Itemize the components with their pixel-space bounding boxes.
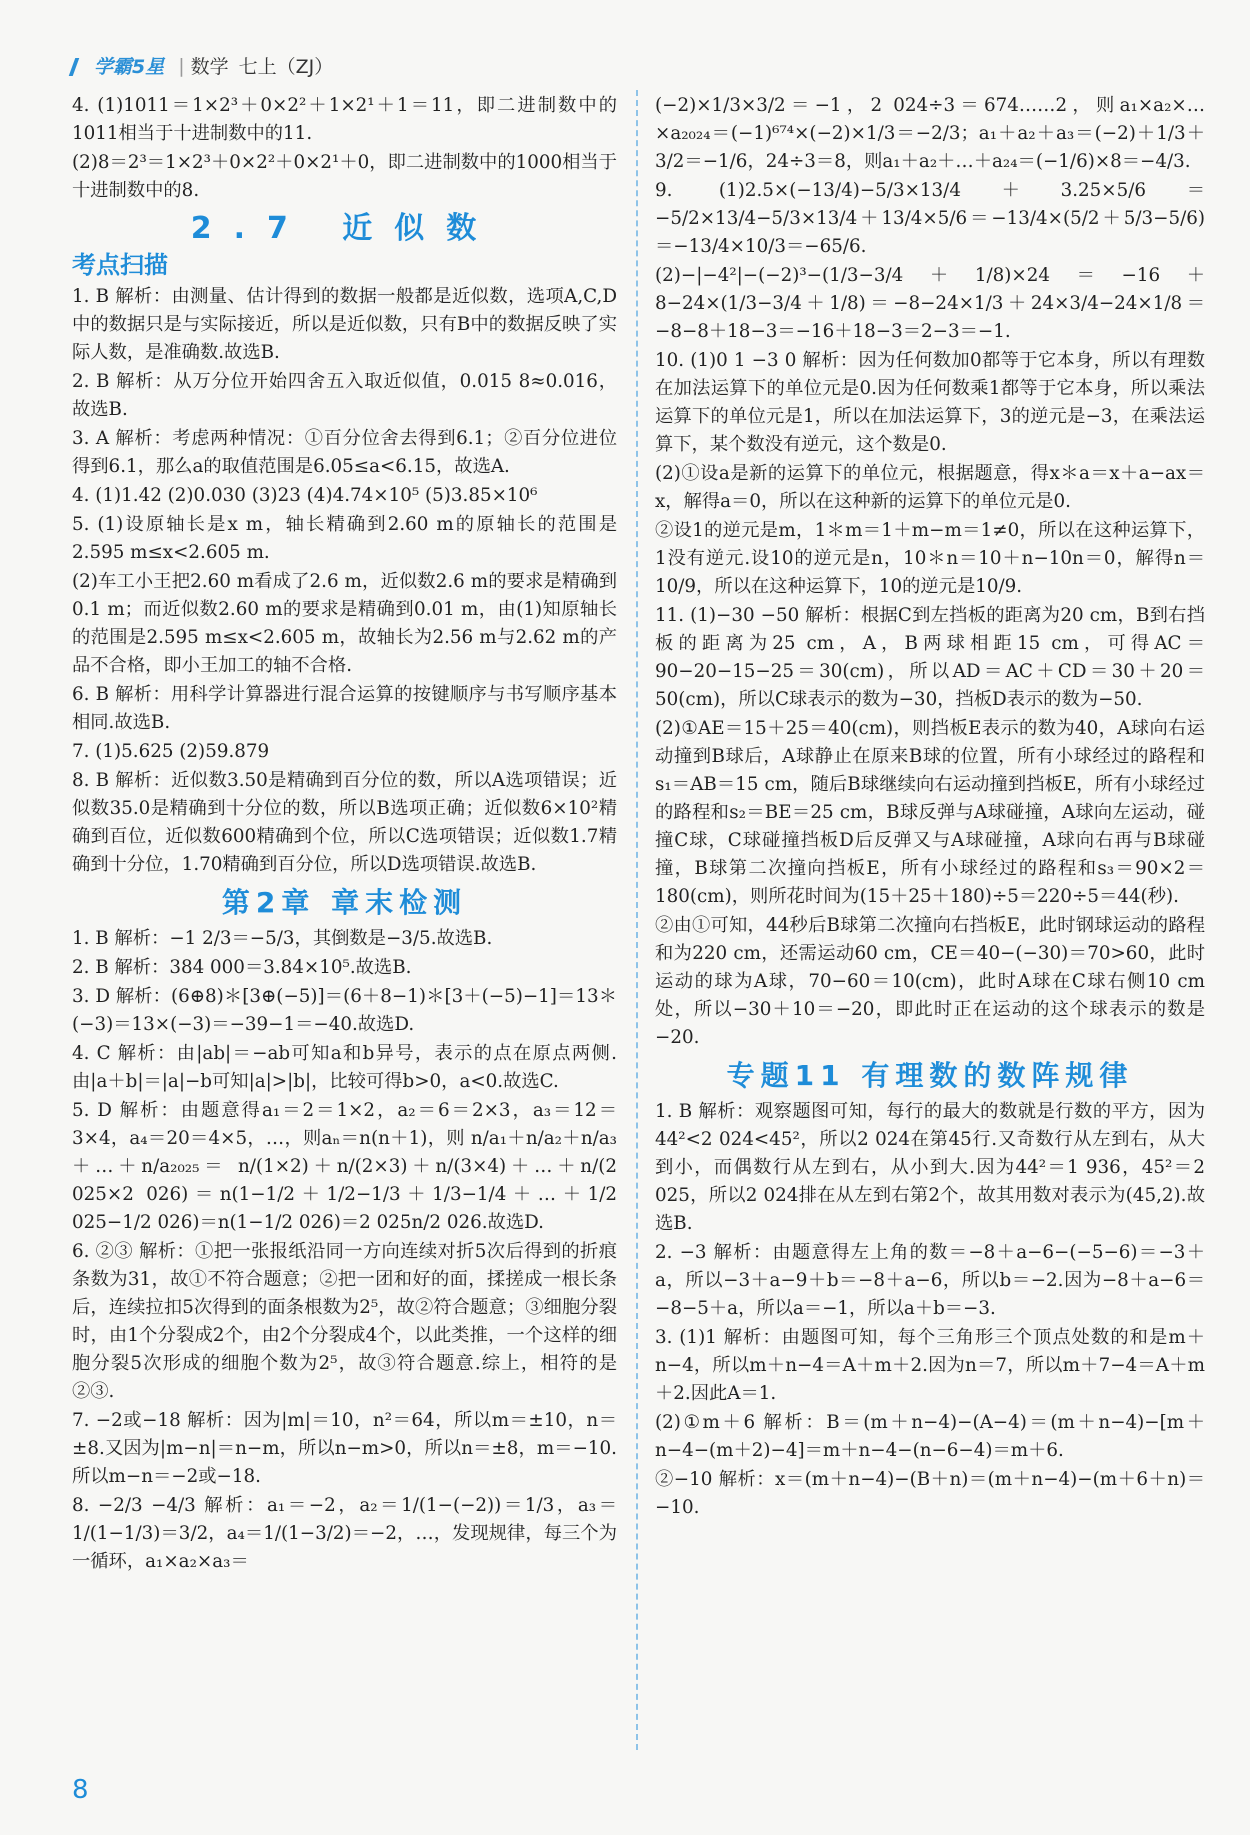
answer-paragraph: 3. D 解析：(6⊕8)＊[3⊕(−5)]＝(6＋8−1)＊[3＋(−5)−1]＝13＊(−3)＝13×(−3)＝−39−1＝−40.故选D. [72, 986, 617, 1035]
answer-paragraph: 1. B 解析：观察题图可知，每行的最大的数就是行数的平方，因为44²<2 024<45²，所以2 024在第45行.又奇数行从左到右，从大到小，而偶数行从左到右，从小到大.因为44²＝1 936，45²＝2 025，所以2 024排在从左到右第2个，故其用数对表示为(45,2).故选B. [655, 1101, 1205, 1234]
left-column [72, 92, 617, 1577]
answer-paragraph: 7. (1)5.625 (2)59.879 [72, 741, 270, 762]
brand-name: 学霸5星 [94, 56, 165, 78]
answer-paragraph: 10. (1)0 1 −3 0 解析：因为任何数加0都等于它本身，所以有理数在加法运算下的单位元是0.因为任何数乘1都等于它本身，所以乘法运算下的单位元是1，所以在加法运算下，3的逆元是−3，在乘法运算下，某个数没有逆元，这个数是0. [655, 350, 1205, 455]
answer-paragraph: 1. B 解析：由测量、估计得到的数据一般都是近似数，选项A,C,D中的数据只是与实际接近，所以是近似数，只有B中的数据反映了实际人数，是准确数.故选B. [72, 286, 617, 363]
answer-paragraph: 4. (1)1.42 (2)0.030 (3)23 (4)4.74×10⁵ (5)3.85×10⁶ [72, 485, 538, 506]
subsection-title: 考点扫描 [72, 251, 168, 279]
right-column [655, 92, 1205, 1523]
answer-paragraph: (2)①m＋6 解析：B＝(m＋n−4)−(A−4)＝(m＋n−4)−[m＋n−4−(m＋2)−4]＝m＋n−4−(n−6−4)＝m＋6. [655, 1412, 1205, 1461]
answer-paragraph: 11. (1)−30 −50 解析：根据C到左挡板的距离为20 cm，B到右挡板的距离为25 cm，A，B两球相距15 cm，可得AC＝90−20−15−25＝30(cm)，所以AD＝AC＋CD＝30＋20＝50(cm)，所以C球表示的数为−30，挡板D表示的数为−50. [655, 605, 1205, 710]
answer-paragraph: 6. ②③ 解析：①把一张报纸沿同一方向连续对折5次后得到的折痕条数为31，故①不符合题意；②把一团和好的面，揉搓成一根长条后，连续拉扣5次得到的面条根数为2⁵，故②符合题意；③细胞分裂时，由1个分裂成2个，由2个分裂成4个，以此类推，一个这样的细胞分裂5次形成的细胞个数为2⁵，故③符合题意.综上，相符的是②③. [72, 1241, 617, 1402]
answer-paragraph: 3. (1)1 解析：由题图可知，每个三角形三个顶点处数的和是m＋n−4，所以m＋n−4＝A＋m＋2.因为n＝7，所以m＋7−4＝A＋m＋2.因此A＝1. [655, 1327, 1205, 1404]
answer-paragraph: (2)8＝2³＝1×2³＋0×2²＋0×2¹＋0，即二进制数中的1000相当于十进制数中的8. [72, 152, 617, 201]
answer-paragraph: 2. B 解析：从万分位开始四舍五入取近似值，0.015 8≈0.016，故选B. [72, 371, 617, 420]
column-divider [636, 90, 638, 1750]
section-title: 第2章 章末检测 [221, 886, 468, 919]
answer-paragraph: 4. C 解析：由|ab|＝−ab可知a和b异号，表示的点在原点两侧.由|a＋b|＝|a|−b可知|a|>|b|，比较可得b>0，a<0.故选C. [72, 1043, 617, 1092]
answer-paragraph: 3. A 解析：考虑两种情况：①百分位舍去得到6.1；②百分位进位得到6.1，那么a的取值范围是6.05≤a<6.15，故选A. [72, 428, 617, 477]
answer-paragraph: 6. B 解析：用科学计算器进行混合运算的按键顺序与书写顺序基本相同.故选B. [72, 684, 617, 733]
answer-paragraph: 5. (1)设原轴长是x m，轴长精确到2.60 m的原轴长的范围是2.595 m≤x<2.605 m. [72, 514, 617, 563]
answer-paragraph: (−2)×1/3×3/2＝−1，2 024÷3＝674……2，则a₁×a₂×…×a₂₀₂₄＝(−1)⁶⁷⁴×(−2)×1/3＝−2/3；a₁＋a₂＋a₃＝(−2)＋1/3＋3/2＝−1/6，24÷3＝8，则a₁＋a₂＋…＋a₂₄＝(−1/6)×8＝−4/3. [655, 95, 1205, 172]
section-title: 专题11 有理数的数阵规律 [726, 1059, 1134, 1092]
answer-paragraph: 2. −3 解析：由题意得左上角的数＝−8＋a−6−(−5−6)＝−3＋a，所以−3＋a−9＋b＝−8＋a−6，所以b＝−2.因为−8＋a−6＝−8−5＋a，所以a＝−1，所以a＋b＝−3. [655, 1242, 1205, 1319]
page-header [72, 52, 333, 79]
header-separator: | [178, 54, 185, 77]
header-subject: 数学 [190, 56, 229, 78]
answer-paragraph: ②设1的逆元是m，1＊m＝1＋m−m＝1≠0，所以在这种运算下，1没有逆元.设10的逆元是n，10＊n＝10＋n−10n＝0，解得n＝10/9，所以在这种运算下，10的逆元是10/9. [655, 520, 1205, 597]
answer-paragraph: (2)车工小王把2.60 m看成了2.6 m，近似数2.6 m的要求是精确到0.1 m；而近似数2.60 m的要求是精确到0.01 m，由(1)知原轴长的范围是2.595 m≤x<2.605 m，故轴长为2.56 m与2.62 m的产品不合格，即小王加工的轴不合格. [72, 571, 617, 676]
page-number: 8 [72, 1775, 89, 1805]
logo-mark-icon [69, 58, 94, 76]
answer-paragraph: 8. B 解析：近似数3.50是精确到百分位的数，所以A选项错误；近似数35.0是精确到十分位的数，所以B选项正确；近似数6×10²精确到百位，近似数600精确到个位，所以C选项错误；近似数1.7精确到十分位，1.70精确到百分位，所以D选项错误.故选B. [72, 770, 617, 875]
answer-paragraph: 1. B 解析：−1 2/3＝−5/3，其倒数是−3/5.故选B. [72, 928, 493, 949]
answer-paragraph: 5. D 解析：由题意得a₁＝2＝1×2，a₂＝6＝2×3，a₃＝12＝3×4，a₄＝20＝4×5，…，则aₙ＝n(n＋1)，则 n/a₁＋n/a₂＋n/a₃＋…＋n/a₂₀₂₅＝ n/(1×2)＋n/(2×3)＋n/(3×4)＋…＋n/(2 025×2 026)＝n(1−1/2＋1/2−1/3＋1/3−1/4＋…＋1/2 025−1/2 026)＝n(1−1/2 026)＝2 025n/2 026.故选D. [72, 1100, 617, 1233]
answer-paragraph: ②由①可知，44秒后B球第二次撞向右挡板E，此时钢球运动的路程和为220 cm，还需运动60 cm，CE＝40−(−30)＝70>60，此时运动的球为A球，70−60＝10(cm)，此时A球在C球右侧10 cm处，所以−30＋10＝−20，即此时正在运动的这个球表示的数是−20. [655, 915, 1205, 1048]
answer-paragraph: 8. −2/3 −4/3 解析：a₁＝−2，a₂＝1/(1−(−2))＝1/3，a₃＝1/(1−1/3)＝3/2，a₄＝1/(1−3/2)＝−2，…，发现规律，每三个为一循环，a₁×a₂×a₃＝ [72, 1495, 617, 1572]
answer-paragraph: (2)①AE＝15＋25＝40(cm)，则挡板E表示的数为40，A球向右运动撞到B球后，A球静止在原来B球的位置，所有小球经过的路程和s₁＝AB＝15 cm，随后B球继续向右运动撞到挡板E，所有小球经过的路程和s₂＝BE＝25 cm，B球反弹与A球碰撞，A球向左运动，碰撞C球，C球碰撞挡板D后反弹又与A球碰撞，A球向右再与B球碰撞，B球第二次撞向挡板E，所有小球经过的路程和s₃＝90×2＝180(cm)，则所花时间为(15＋25＋180)÷5＝220÷5＝44(秒). [655, 718, 1205, 907]
answer-paragraph: ②−10 解析：x＝(m＋n−4)−(B＋n)＝(m＋n−4)−(m＋6＋n)＝−10. [655, 1469, 1205, 1518]
section-title: 2.7 近似数 [190, 211, 499, 246]
answer-paragraph: (2)①设a是新的运算下的单位元，根据题意，得x＊a＝x＋a−ax＝x，解得a＝0，所以在这种新的运算下的单位元是0. [655, 463, 1205, 512]
brand-logo [72, 52, 164, 79]
answer-paragraph: 4. (1)1011＝1×2³＋0×2²＋1×2¹＋1＝11，即二进制数中的1011相当于十进制数中的11. [72, 95, 617, 144]
answer-paragraph: 2. B 解析：384 000＝3.84×10⁵.故选B. [72, 957, 412, 978]
header-grade: 七上（ZJ） [238, 56, 334, 78]
answer-paragraph: 7. −2或−18 解析：因为|m|＝10，n²＝64，所以m＝±10，n＝±8.又因为|m−n|＝n−m，所以n−m>0，所以n＝±8，m＝−10.所以m−n＝−2或−18. [72, 1410, 617, 1487]
answer-paragraph: (2)−|−4²|−(−2)³−(1/3−3/4＋1/8)×24＝−16＋8−24×(1/3−3/4＋1/8)＝−8−24×1/3＋24×3/4−24×1/8＝−8−8＋18−3＝−16＋18−3＝2−3＝−1. [655, 265, 1205, 342]
answer-paragraph: 9. (1)2.5×(−13/4)−5/3×13/4＋3.25×5/6＝−5/2×13/4−5/3×13/4＋13/4×5/6＝−13/4×(5/2＋5/3−5/6)＝−13/4×10/3＝−65/6. [655, 180, 1205, 257]
